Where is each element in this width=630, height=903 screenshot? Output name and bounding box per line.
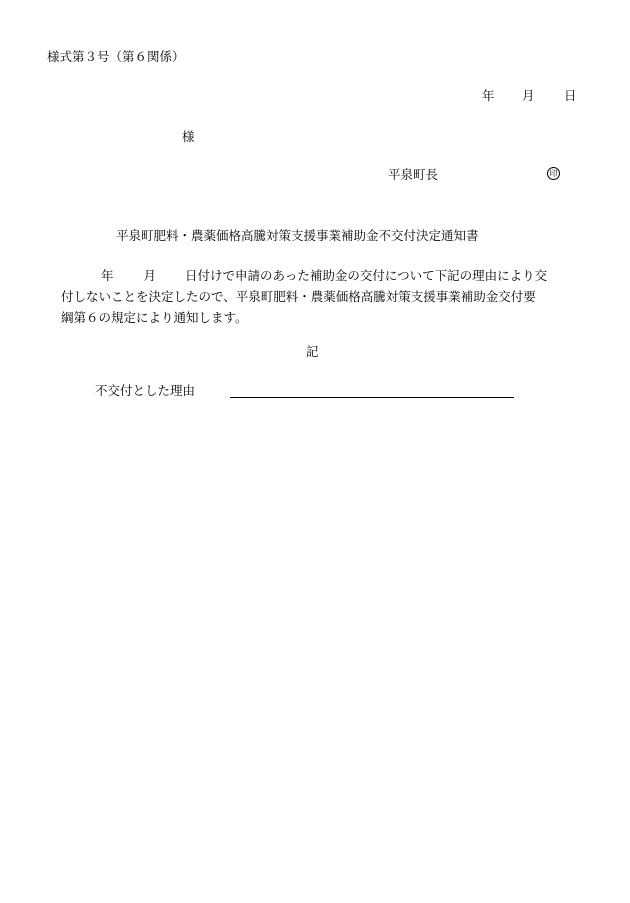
memo-heading: 記 bbox=[306, 344, 319, 359]
issuer-title: 平泉町長 bbox=[388, 167, 439, 182]
document-title: 平泉町肥料・農薬価格高騰対策支援事業補助金不交付決定通知書 bbox=[116, 228, 479, 243]
body-month-label: 月 bbox=[143, 268, 157, 283]
addressee-suffix: 様 bbox=[182, 129, 195, 144]
body-paragraph bbox=[61, 265, 581, 328]
date-day-label: 日 bbox=[564, 88, 577, 103]
body-year-label: 年 bbox=[101, 268, 114, 283]
form-number: 様式第３号（第６関係） bbox=[47, 49, 185, 64]
date-month-label: 月 bbox=[522, 88, 535, 103]
date-year-label: 年 bbox=[482, 88, 495, 103]
reason-label: 不交付とした理由 bbox=[95, 383, 196, 398]
reason-underline bbox=[230, 397, 514, 398]
seal-icon: 印 bbox=[547, 167, 560, 180]
body-line-1-text: 日付けで申請のあった補助金の交付について下記の理由により交 bbox=[185, 268, 548, 283]
body-line-3: 綱第６の規定により通知します。 bbox=[61, 310, 248, 325]
body-line-1 bbox=[61, 265, 581, 286]
body-line-2: 付しないことを決定したので、平泉町肥料・農薬価格高騰対策支援事業補助金交付要 bbox=[61, 289, 536, 304]
